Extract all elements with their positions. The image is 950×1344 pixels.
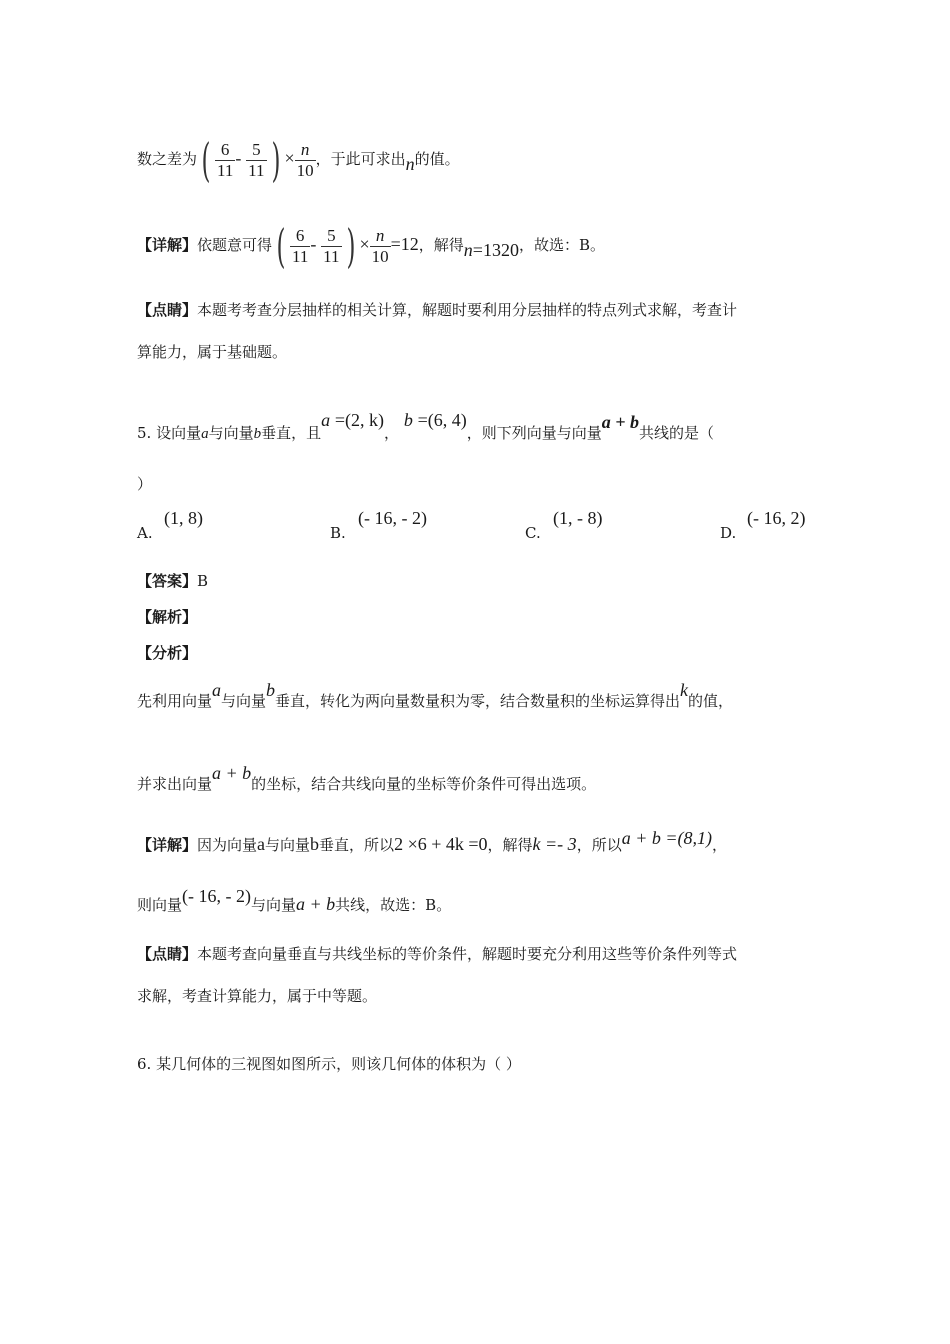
text: 本题考查向量垂直与共线坐标的等价条件，解题时要充分利用这些等价条件列等式 [197, 945, 738, 963]
option-c-label: C. [525, 524, 541, 542]
text: 与向量 [251, 896, 297, 914]
times: × [284, 148, 295, 168]
fraction [246, 140, 266, 181]
text: 【解析】 [137, 608, 198, 626]
detail-5-line-1 [137, 828, 727, 855]
fraction [215, 140, 235, 181]
vector-a-def [321, 410, 384, 431]
note-tag: 【点睛】 [137, 301, 198, 319]
option-a-label: A. [137, 524, 153, 542]
text: 求解，考查计算能力，属于中等题。 [137, 987, 378, 1005]
text: 的值， [688, 692, 734, 710]
detail-line [137, 214, 605, 280]
text: 共线，故选：B。 [335, 896, 452, 914]
vector-a: a [257, 834, 266, 854]
option-a-value: (1, 8) [164, 508, 203, 528]
answer-tag: 【答案】 [137, 572, 198, 590]
vector-sum: a + b [601, 412, 640, 432]
fenxi-heading [137, 643, 197, 663]
result: =1320 [472, 240, 519, 260]
text: 因为向量 [197, 836, 258, 854]
text: 本题考考查分层抽样的相关计算，解题时要利用分层抽样的特点列式求解，考查计 [197, 301, 738, 319]
variable-k: k [680, 680, 689, 700]
k-result: k =- 3 [532, 834, 577, 854]
fraction [295, 140, 316, 181]
denominator: 11 [291, 246, 309, 266]
vector-sum-result: a + b =(8,1) [621, 828, 712, 848]
text: ，故选：B。 [518, 236, 605, 254]
question-5-stem [137, 410, 715, 444]
text: ，所以 [576, 836, 622, 854]
vector-b: b [310, 834, 320, 854]
note-line-2 [137, 342, 287, 362]
text: 依题意可得 [197, 236, 273, 254]
denominator: 10 [371, 246, 389, 266]
note-5-line-1 [137, 944, 737, 964]
option-d-label: D. [720, 524, 737, 542]
text: 共线的是（ [639, 424, 715, 442]
answer-line [137, 571, 208, 591]
numerator: n [295, 140, 316, 161]
vector-sum: a + b [212, 763, 252, 783]
text: ， [711, 836, 727, 854]
jiexi-heading [137, 607, 197, 627]
variable: n [463, 240, 473, 260]
denominator: 11 [216, 160, 234, 180]
value: =(2, k) [334, 410, 385, 430]
option-b-label: B. [330, 524, 346, 542]
numerator: n [370, 226, 391, 247]
text: 5. 设向量 [137, 424, 202, 442]
numerator: 6 [215, 140, 235, 161]
text: 【分析】 [137, 644, 198, 662]
numerator: 5 [246, 140, 266, 161]
option-c-value: (1, - 8) [553, 508, 603, 528]
numerator: 5 [321, 226, 341, 247]
option-vector: (- 16, - 2) [182, 886, 251, 906]
text: ，解得 [418, 236, 464, 254]
question-6-stem [137, 1054, 521, 1074]
text: 垂直，转化为两向量数量积为零，结合数量积的坐标运算得出 [275, 692, 681, 710]
note-tag: 【点睛】 [137, 945, 198, 963]
fraction [321, 226, 341, 267]
text: ，于此可求出 [315, 150, 406, 168]
times: × [359, 234, 370, 254]
equation: =12 [390, 234, 419, 254]
equation: 2 ×6 + 4k =0 [394, 834, 488, 854]
vector-sum: a + b [296, 894, 336, 914]
option-d-value: (- 16, 2) [747, 508, 806, 528]
text: ， [384, 424, 400, 442]
text: 则向量 [137, 896, 183, 914]
var: a [321, 410, 331, 430]
option-b-value: (- 16, - 2) [358, 508, 427, 528]
right-paren: ) [346, 219, 355, 273]
left-paren: ( [276, 219, 286, 273]
fraction [370, 226, 391, 267]
analysis-5-line-1 [137, 680, 734, 711]
fraction [290, 226, 310, 267]
text: 并求出向量 [137, 775, 213, 793]
denominator: 10 [296, 160, 314, 180]
text: 6. 某几何体的三视图如图所示，则该几何体的体积为（ ） [137, 1055, 521, 1073]
text: 与向量 [265, 836, 311, 854]
right-paren: ) [270, 133, 280, 187]
analysis-line [137, 128, 460, 194]
text: 垂直，且 [261, 424, 322, 442]
minus: - [235, 148, 242, 168]
vector-a: a [212, 680, 222, 700]
numerator: 6 [290, 226, 310, 247]
value: =(6, 4) [417, 410, 467, 430]
text: ） [137, 475, 153, 493]
text: 与向量 [208, 424, 254, 442]
answer-value: B [197, 572, 209, 590]
vector-a: a [201, 426, 209, 442]
text: 的坐标，结合共线向量的坐标等价条件可得出选项。 [251, 775, 597, 793]
text: 先利用向量 [137, 692, 213, 710]
analysis-5-line-2 [137, 763, 597, 794]
note-line-1 [137, 300, 737, 320]
detail-5-line-2 [137, 886, 452, 915]
denominator: 11 [323, 246, 340, 266]
text: 算能力，属于基础题。 [137, 343, 288, 361]
vector-b: b [253, 426, 262, 442]
text: 的值。 [414, 150, 460, 168]
text: ，解得 [487, 836, 533, 854]
text: 数之差为 [137, 150, 198, 168]
text: 与向量 [221, 692, 267, 710]
note-5-line-2 [137, 986, 377, 1006]
var: b [403, 410, 413, 430]
left-paren: ( [201, 133, 211, 187]
text: ，则下列向量与向量 [466, 424, 602, 442]
question-5-close [137, 474, 152, 494]
minus: - [310, 234, 317, 254]
detail-tag: 【详解】 [137, 836, 198, 854]
denominator: 11 [248, 160, 265, 180]
vector-b-def [404, 410, 467, 431]
variable: n [405, 154, 415, 174]
detail-tag: 【详解】 [137, 236, 198, 254]
text: 垂直，所以 [319, 836, 395, 854]
vector-b: b [266, 680, 276, 700]
